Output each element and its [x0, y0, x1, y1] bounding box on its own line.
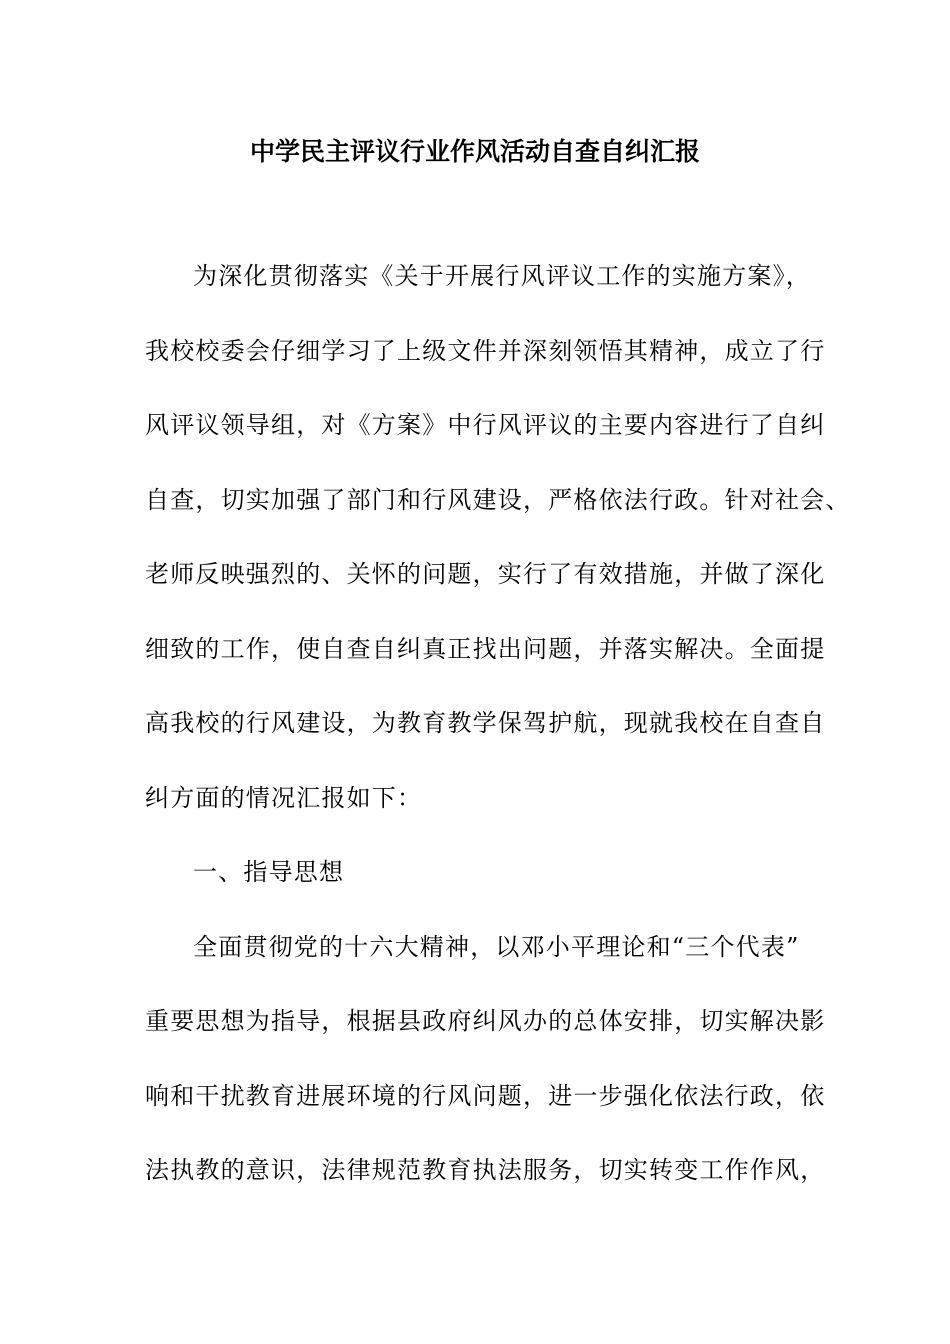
document-body — [145, 253, 851, 1222]
paragraph-line: 重要思想为指导，根据县政府纠风办的总体安排，切实解决影 — [145, 1007, 826, 1035]
paragraph-line: 老师反映强烈的、关怀的问题，实行了有效措施，并做了深化 — [145, 560, 826, 588]
paragraph-line: 自查，切实加强了部门和行风建设，严格依法行政。针对社会、 — [145, 485, 851, 514]
document-title: 中学民主评议行业作风活动自查自纠汇报 — [249, 137, 700, 166]
paragraph-line: 风评议领导组，对《方案》中行风评议的主要内容进行了自纠 — [145, 411, 826, 439]
section-heading: 一、指导思想 — [193, 858, 345, 886]
paragraph-line: 为深化贯彻落实《关于开展行风评议工作的实施方案》， — [193, 262, 811, 290]
paragraph-line: 全面贯彻党的十六大精神，以邓小平理论和“三个代表” — [193, 932, 800, 961]
paragraph-line: 法执教的意识，法律规范教育执法服务，切实转变工作作风， — [145, 1156, 826, 1184]
paragraph-line: 纠方面的情况汇报如下： — [145, 783, 423, 812]
paragraph-line: 响和干扰教育进展环境的行风问题，进一步强化依法行政，依 — [145, 1081, 826, 1110]
paragraph-line: 高我校的行风建设，为教育教学保驾护航，现就我校在自查自 — [145, 709, 826, 737]
paragraph-line: 我校校委会仔细学习了上级文件并深刻领悟其精神，成立了行 — [145, 336, 826, 365]
paragraph-line: 细致的工作，使自查自纠真正找出问题，并落实解决。全面提 — [145, 634, 826, 663]
